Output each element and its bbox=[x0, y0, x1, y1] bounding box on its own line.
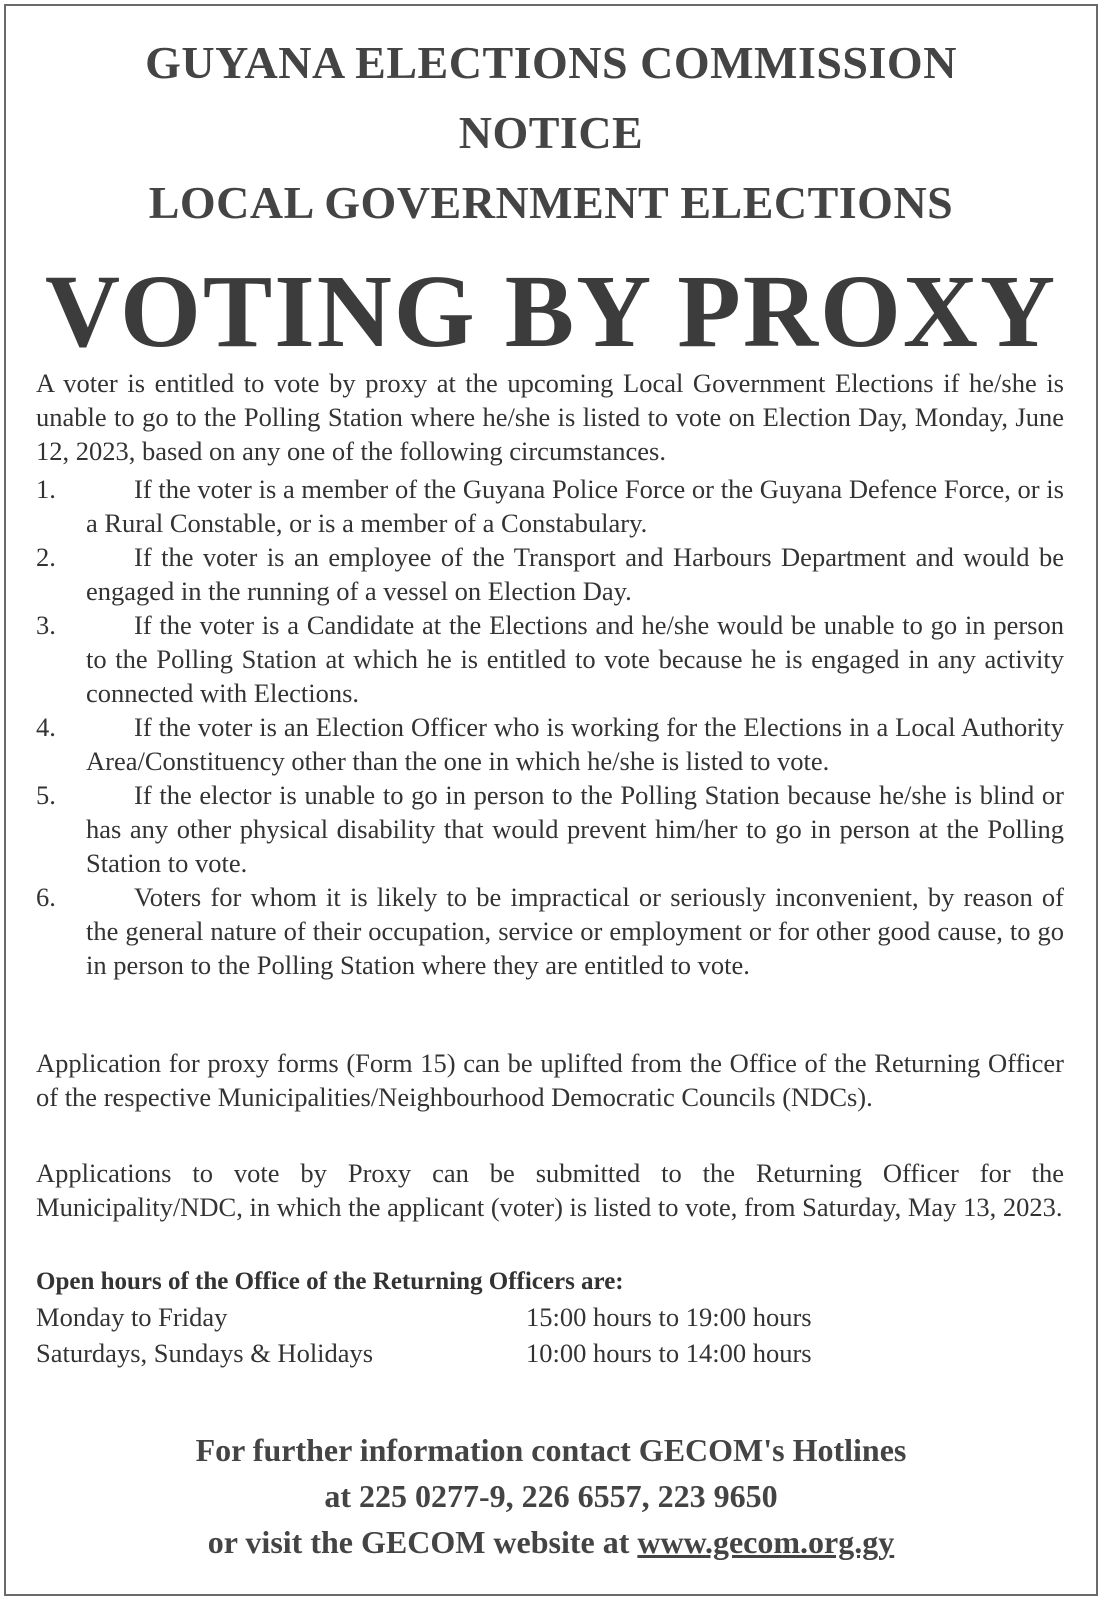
hours-days: Saturdays, Sundays & Holidays bbox=[36, 1338, 374, 1368]
list-item bbox=[36, 880, 1064, 982]
list-item-number: 2. bbox=[36, 542, 56, 572]
circumstances-list bbox=[36, 472, 1064, 982]
hours-times: 15:00 hours to 19:00 hours bbox=[526, 1302, 812, 1332]
list-item bbox=[36, 472, 1064, 540]
proxy-forms-paragraph: Application for proxy forms (Form 15) can be uplifted from the Office of the Returning Officer of the respective Municipalities/Neighbourhood Democratic Councils (NDCs). bbox=[36, 1048, 1064, 1112]
notice-heading: NOTICE bbox=[458, 107, 644, 158]
organization-heading: GUYANA ELECTIONS COMMISSION bbox=[145, 37, 957, 88]
applications-paragraph: Applications to vote by Proxy can be submitted to the Returning Officer for the Municipality/NDC, in which the applicant (voter) is listed to vote, from Saturday, May 13, 2023. bbox=[36, 1158, 1064, 1222]
list-item bbox=[36, 710, 1064, 778]
list-item-number: 6. bbox=[36, 882, 56, 912]
list-item-number: 4. bbox=[36, 712, 56, 742]
list-item-text: If the elector is unable to go in person to the Polling Station because he/she is blind or has any other physical disability that would prevent him/her to go in person at the Polling Station to vote. bbox=[86, 780, 1064, 878]
open-hours-heading: Open hours of the Office of the Returning Officers are: bbox=[36, 1268, 624, 1295]
hours-times: 10:00 hours to 14:00 hours bbox=[526, 1338, 812, 1368]
notice-panel bbox=[4, 4, 1098, 1596]
list-item bbox=[36, 540, 1064, 608]
list-item-text: If the voter is an Election Officer who is working for the Elections in a Local Authority Area/Constituency other than the one in which he/she is listed to vote. bbox=[86, 712, 1064, 776]
elections-subtitle: LOCAL GOVERNMENT ELECTIONS bbox=[148, 177, 954, 228]
list-item-number: 5. bbox=[36, 780, 56, 810]
intro-paragraph: A voter is entitled to vote by proxy at the upcoming Local Government Elections if he/she is unable to go to the Polling Station where he/she is listed to vote on Election Day, Monday, June 12, 2023, based on any one of the following circumstances. bbox=[36, 368, 1064, 466]
list-item bbox=[36, 778, 1064, 880]
list-item-number: 3. bbox=[36, 610, 56, 640]
list-item-text: If the voter is a Candidate at the Elections and he/she would be unable to go in person to the Polling Station at which he is entitled to vote because he is engaged in any activity connected with Elections. bbox=[86, 610, 1064, 708]
footer-hotlines: at 225 0277-9, 226 6557, 223 9650 bbox=[324, 1478, 778, 1514]
list-item-text: If the voter is a member of the Guyana Police Force or the Guyana Defence Force, or is a Rural Constable, or is a member of a Constabulary. bbox=[86, 474, 1064, 538]
website-link[interactable]: www.gecom.org.gy bbox=[637, 1524, 895, 1560]
list-item-number: 1. bbox=[36, 474, 56, 504]
list-item-text: Voters for whom it is likely to be impractical or seriously inconvenient, by reason of the general nature of their occupation, service or employment or for other good cause, to go in person to the Polling Station where they are entitled to vote. bbox=[86, 882, 1064, 980]
footer-website-line bbox=[6, 1524, 1096, 1561]
list-item bbox=[36, 608, 1064, 710]
footer-website-prefix: or visit the GECOM website at bbox=[207, 1524, 638, 1560]
hours-days: Monday to Friday bbox=[36, 1302, 228, 1332]
page-title: VOTING BY PROXY bbox=[44, 254, 1058, 369]
list-item-text: If the voter is an employee of the Transport and Harbours Department and would be engaged in the running of a vessel on Election Day. bbox=[86, 542, 1064, 606]
footer-contact-line: For further information contact GECOM's Hotlines bbox=[195, 1432, 907, 1468]
